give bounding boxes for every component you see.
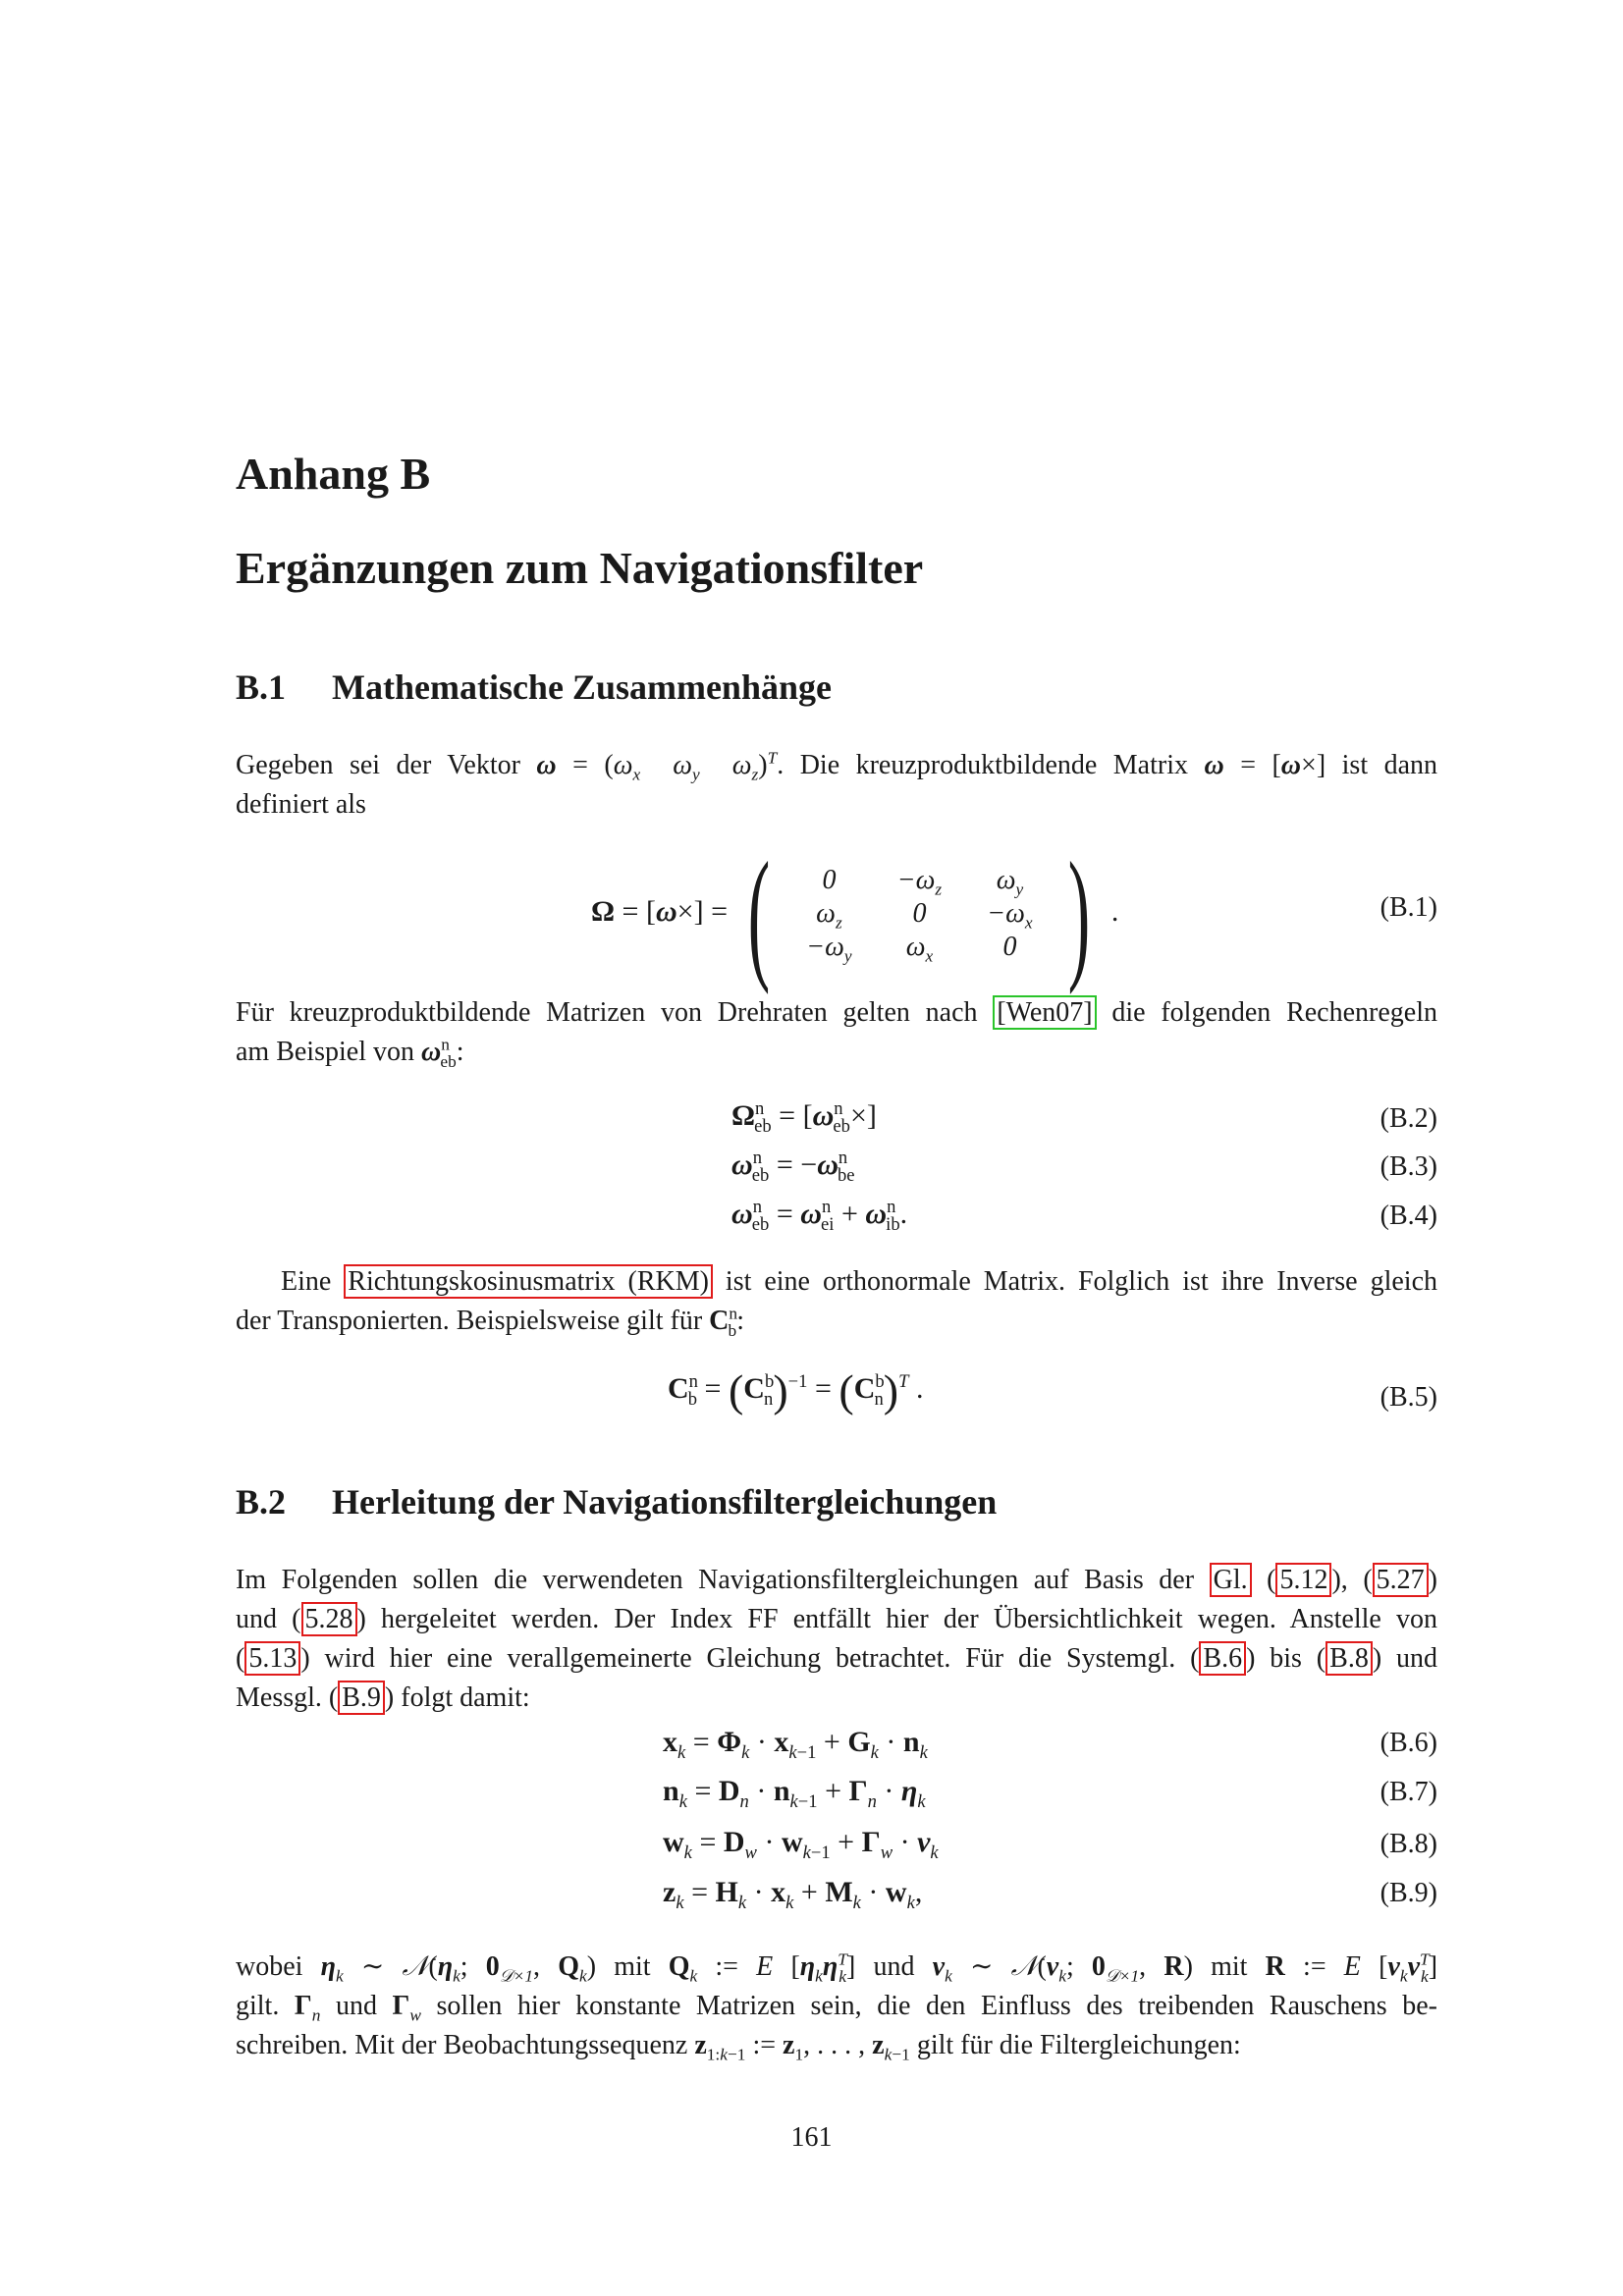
chapter-title: Ergänzungen zum Navigationsfilter — [236, 543, 924, 593]
section-number: B.1 — [236, 667, 287, 707]
text-line: wobei $\eta_k$ ∼ $𝒩(\eta_k$; $0_{𝒟\times 1}$, $Q_k$) mit $Q_k$ := E $[\eta_k\eta^T_k]$ und $\nu_k$ ∼ $𝒩(\nu_k$; $0_{𝒟\times 1}$, R) mit R := E $[\nu_k\nu^T_k]$ — [236, 1949, 1438, 1986]
equation-number: (B.4) — [1380, 1201, 1437, 1231]
text-line: Im Folgenden sollen die verwendeten Navigationsfiltergleichungen auf Basis der Gl. ( 5.12 ), ( 5.27 ) — [236, 1565, 1437, 1595]
equation-link-b9[interactable]: B.9 — [338, 1681, 385, 1715]
equation-number: (B.3) — [1380, 1151, 1437, 1182]
paragraph-rkm — [236, 1262, 1437, 1341]
text-line: definiert als — [236, 789, 366, 820]
equation-number: (B.5) — [1380, 1382, 1437, 1413]
equation-b1: Ω = [ω×] = ( 0 $-\omega_z$ $\omega_y$ $\omega_z$ 0 $-\omega_x$ $-\omega_y$ $\omega_x$ 0 ) . — [591, 832, 1119, 995]
text-line: gilt. $\Gamma_n$ und $\Gamma_w$ sollen hier konstante Matrizen sein, die den Einfluss des treibenden Rauschens be- — [236, 1991, 1437, 2025]
equation-link-5-13[interactable]: 5.13 — [244, 1641, 300, 1676]
equation-link-b8[interactable]: B.8 — [1325, 1641, 1373, 1676]
equation-b6: $x_k = \Phi_k \cdot x_{k-1} + G_k \cdot n_k$ — [663, 1726, 928, 1763]
chapter-label: Anhang B — [236, 449, 431, 499]
equation-number: (B.1) — [1380, 892, 1437, 923]
text-line: Messgl. ( B.9 ) folgt damit: — [236, 1682, 530, 1713]
equation-link-gl[interactable]: Gl. — [1210, 1563, 1252, 1597]
paragraph-noise — [236, 1948, 1437, 2065]
equation-number: (B.2) — [1380, 1103, 1437, 1134]
text-line: am Beispiel von $\omega^n_{eb}$: — [236, 1035, 464, 1071]
equation-b8: $w_k = D_w \cdot w_{k-1} + \Gamma_w \cdot \nu_k$ — [663, 1826, 939, 1863]
section-title: Mathematische Zusammenhänge — [332, 667, 832, 707]
equation-b7: $n_k = D_n \cdot n_{k-1} + \Gamma_n \cdot \eta_k$ — [663, 1775, 926, 1812]
equation-number: (B.6) — [1380, 1728, 1437, 1758]
text-line: Eine Richtungskosinusmatrix (RKM) ist eine orthonormale Matrix. Folglich ist ihre Inverse gleich — [281, 1266, 1437, 1297]
equation-b4: $\omega^n_{eb} = \omega^n_{ei} + \omega^n_{ib}$. — [731, 1197, 908, 1235]
citation-link-wen07[interactable]: [Wen07] — [993, 995, 1096, 1030]
equation-b5: $C^n_b = (C^b_n)^{-1} = (C^b_n)^T$ . — [668, 1365, 924, 1415]
equation-number: (B.7) — [1380, 1777, 1437, 1807]
equation-link-5-27[interactable]: 5.27 — [1373, 1563, 1429, 1597]
paragraph-derivation — [236, 1561, 1437, 1718]
glossary-link-rkm[interactable]: Richtungskosinusmatrix (RKM) — [344, 1264, 713, 1299]
page-number: 161 — [790, 2122, 833, 2153]
equation-b2: $\Omega^n_{eb} = [\omega^n_{eb}\times]$ — [731, 1098, 877, 1137]
equation-link-5-28[interactable]: 5.28 — [301, 1602, 357, 1636]
text-line: Für kreuzproduktbildende Matrizen von Drehraten gelten nach [Wen07] die folgenden Rechenregeln — [236, 997, 1437, 1028]
equation-number: (B.8) — [1380, 1829, 1437, 1859]
equation-number: (B.9) — [1380, 1878, 1437, 1908]
section-number: B.2 — [236, 1482, 287, 1522]
equation-link-5-12[interactable]: 5.12 — [1275, 1563, 1331, 1597]
paragraph-rules — [236, 993, 1437, 1072]
section-title: Herleitung der Navigationsfiltergleichungen — [332, 1482, 998, 1522]
text-line: ( 5.13 ) wird hier eine verallgemeinerte Gleichung betrachtet. Für die Systemgl. ( B.6 ) bis ( B.8 ) und — [236, 1643, 1438, 1674]
equation-b3: $\omega^n_{eb} = -\omega^n_{be}$ — [731, 1148, 855, 1186]
text-line: und ( 5.28 ) hergeleitet werden. Der Index FF entfällt hier der Übersichtlichkeit wegen. Anstelle von — [236, 1604, 1437, 1634]
text-line: schreiben. Mit der Beobachtungssequenz $z_{1:k-1}$ := $z_1$, . . . , $z_{k-1}$ gilt für die Filtergleichungen: — [236, 2030, 1241, 2064]
matrix-omega: ( 0 $-\omega_z$ $\omega_y$ $\omega_z$ 0 $-\omega_x$ $-\omega_y$ $\omega_x$ 0 ) — [748, 832, 1091, 995]
section-heading-b1 — [236, 669, 832, 705]
section-heading-b2 — [236, 1484, 997, 1520]
text-line: der Transponierten. Beispielsweise gilt für $C^n_b$: — [236, 1304, 744, 1340]
equation-link-b6[interactable]: B.6 — [1199, 1641, 1246, 1676]
paragraph-intro — [236, 746, 1437, 825]
text-line: Gegeben sei der Vektor $\omega = (\omega_x$ $\omega_y$ $\omega_z)^T$. Die kreuzproduktbildende Matrix ω = [ω×] ist dann — [236, 748, 1438, 784]
equation-b9: $z_k = H_k \cdot x_k + M_k \cdot w_k$, — [663, 1876, 923, 1913]
